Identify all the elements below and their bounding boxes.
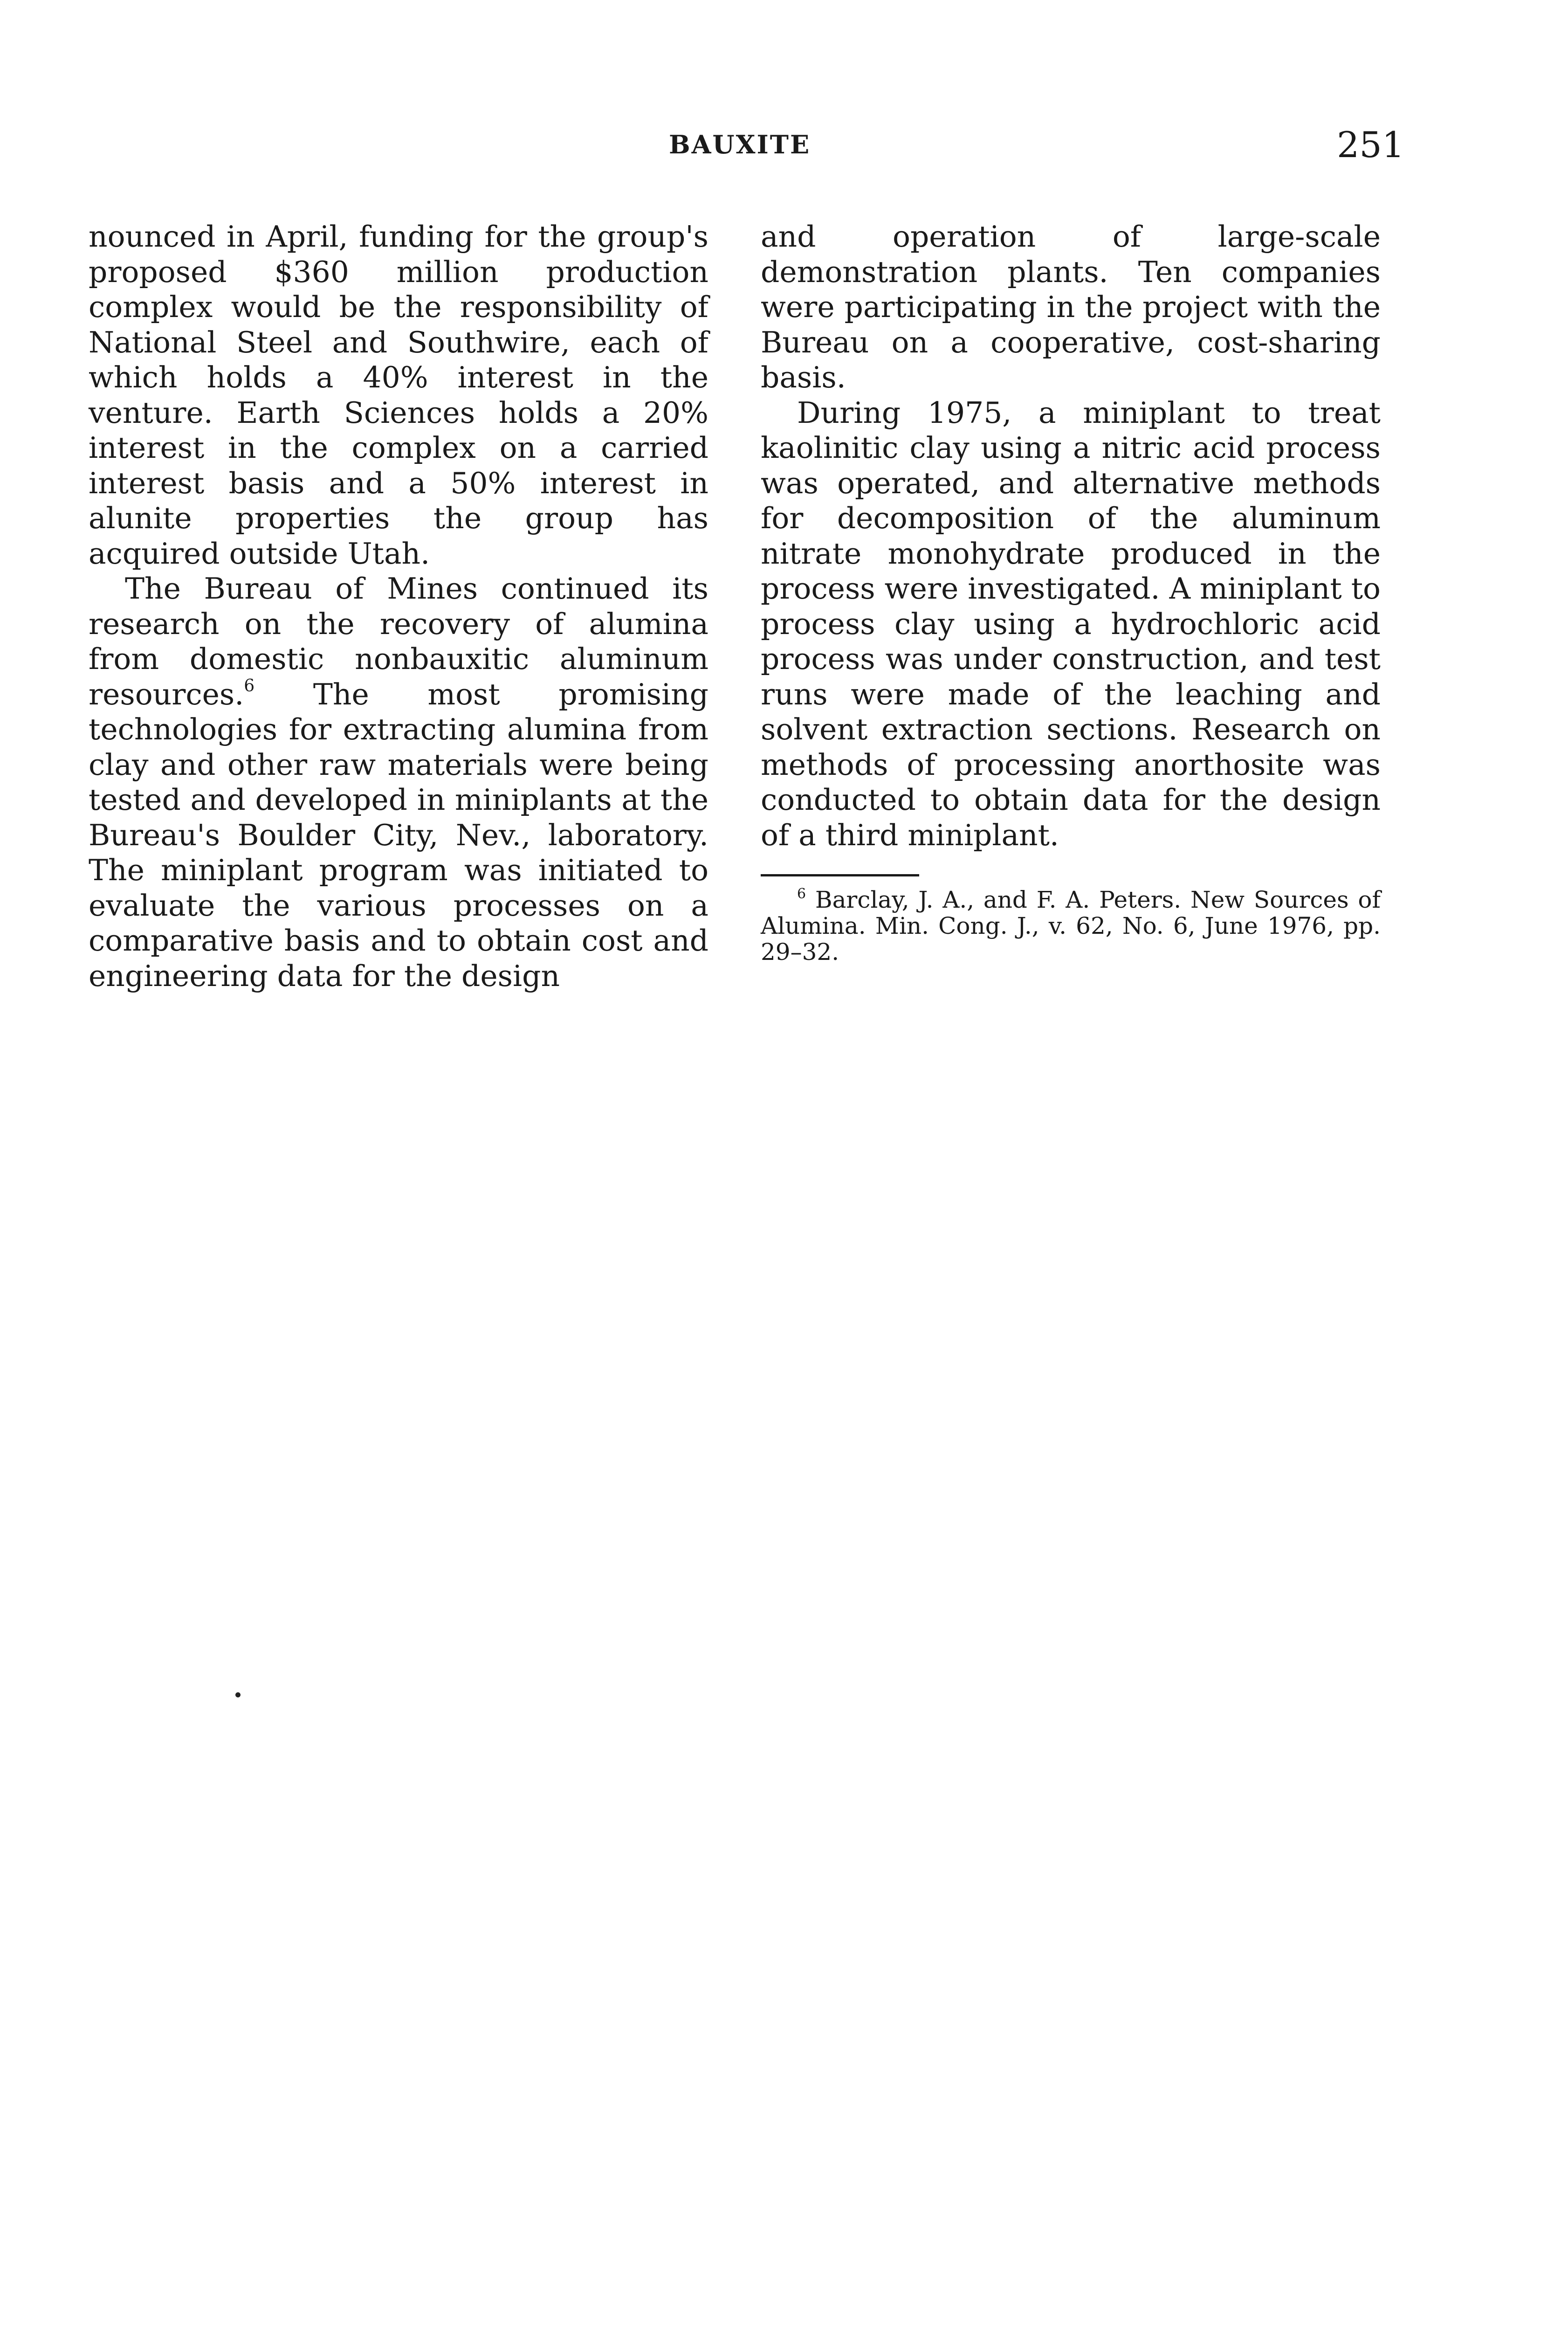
footnote-reference[interactable]: 6 <box>244 676 255 696</box>
paragraph-demonstration-plants: and operation of large-scale demonstration plants. Ten companies were participating in the project with the Bureau on a cooperative, cost-sharing basis. <box>761 220 1381 394</box>
paragraph-bureau-research <box>89 571 708 993</box>
footnote-text: Barclay, J. A., and F. A. Peters. New Sources of Alumina. Min. Cong. J., v. 62, No. 6, June 1976, pp. 29–32. <box>761 886 1381 966</box>
scan-speck <box>235 1692 241 1697</box>
footnote-mark: 6 <box>797 886 806 902</box>
footnote <box>761 887 1381 965</box>
page-number: 251 <box>1337 124 1405 166</box>
right-column <box>761 219 1381 965</box>
paragraph-continued: nounced in April, funding for the group's proposed $360 million production complex would be the responsibility of National Steel and Southwire, each of which holds a 40% interest in the venture. Earth Sciences holds a 20% interest in the complex on a carried interest basis and a 50% interest in alunite properties the group has acquired outside Utah. <box>89 220 708 571</box>
footnote-divider <box>761 874 919 876</box>
left-column <box>89 219 708 993</box>
paragraph-miniplant-1975: During 1975, a miniplant to treat kaolinitic clay using a nitric acid process was operated, and alternative methods for decomposition of the aluminum nitrate monohydrate produced in the process were investigated. A miniplant to process clay using a hydrochloric acid process was under construction, and test runs were made of the leaching and solvent extraction sections. Research on methods of processing anorthosite was conducted to obtain data for the design of a third miniplant. <box>761 395 1381 852</box>
paragraph-text: The most promising technologies for extracting alumina from clay and other raw materials were being tested and developed in miniplants at the Bureau's Boulder City, Nev., laboratory. The miniplant program was initiated to evaluate the various processes on a comparative basis and to obtain cost and engineering data for the design <box>89 677 708 993</box>
running-title: BAUXITE <box>669 130 811 159</box>
paragraph-text: The Bureau of Mines continued its research on the recovery of alumina from domestic nonbauxitic aluminum resources. <box>89 572 708 711</box>
